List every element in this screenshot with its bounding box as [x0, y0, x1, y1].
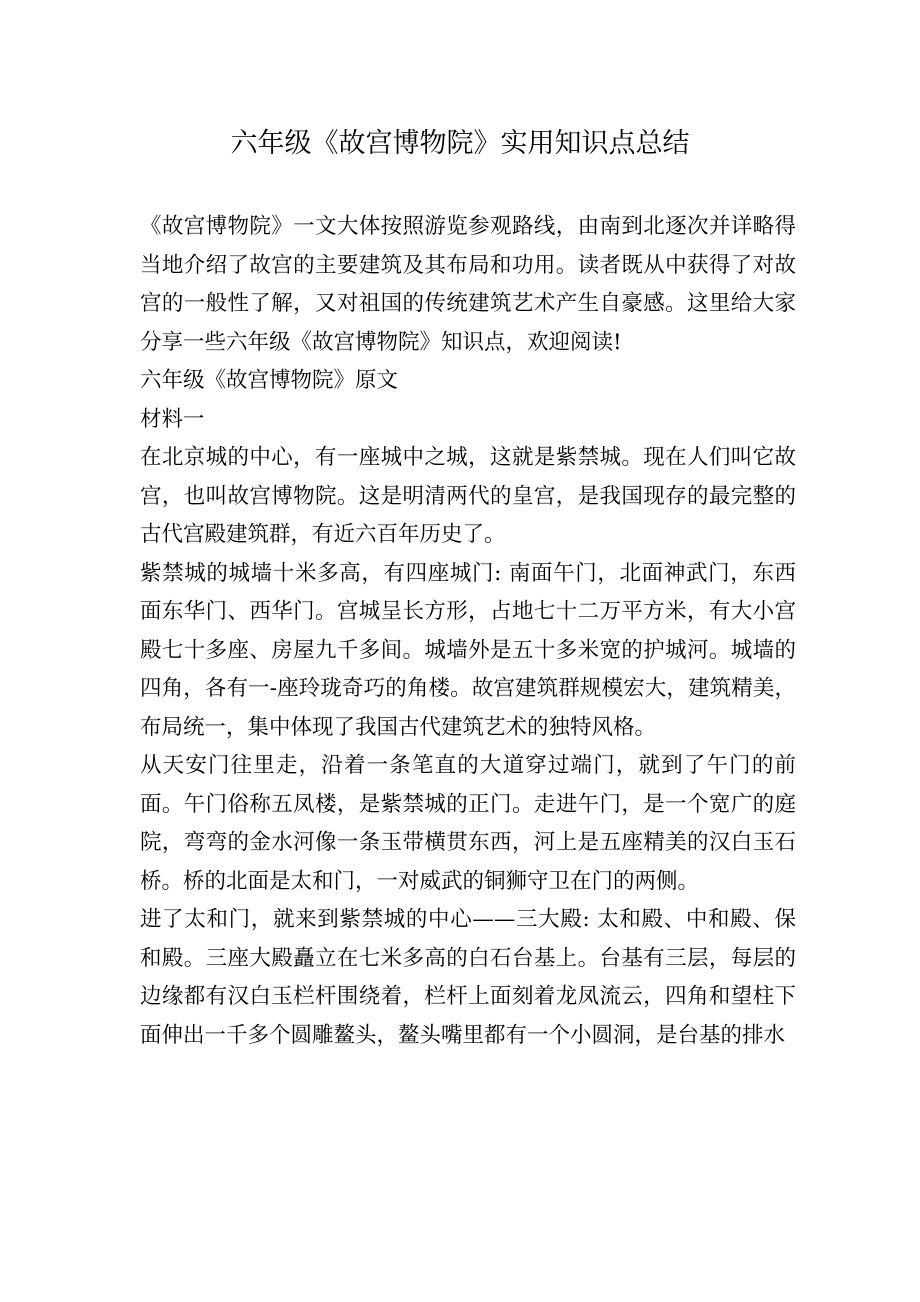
paragraph-forbidden-city-intro: 在北京城的中心，有一座城中之城，这就是紫禁城。现在人们叫它故宫，也叫故宫博物院。这是明清两代的皇宫，是我国现存的最完整的古代宫殿建筑群，有近六百年历史了。 — [140, 445, 796, 547]
document-body — [140, 208, 796, 1055]
paragraph-meridian-gate: 从天安门往里走，沿着一条笔直的大道穿过端门，就到了午门的前面。午门俗称五凤楼，是紫禁城的正门。走进午门，是一个宽广的庭院，弯弯的金水河像一条玉带横贯东西，河上是五座精美的汉白玉石桥。桥的北面是太和门，一对威武的铜狮守卫在门的两侧。 — [140, 753, 796, 894]
document-title: 六年级《故宫博物院》实用知识点总结 — [230, 128, 690, 159]
intro-paragraph: 《故宫博物院》一文大体按照游览参观路线，由南到北逐次并详略得当地介绍了故宫的主要建筑及其布局和功用。读者既从中获得了对故宫的一般性了解，又对祖国的传统建筑艺术产生自豪感。这里给大家分享一些六年级《故宫博物院》知识点，欢迎阅读! — [140, 214, 796, 355]
section-heading-material-one: 材料一 — [140, 406, 205, 432]
paragraph-city-walls: 紫禁城的城墙十米多高，有四座城门: 南面午门，北面神武门，东西面东华门、西华门。宫城呈长方形，占地七十二万平方米，有大小宫殿七十多座、房屋九千多间。城墙外是五十多米宽的护城河。城墙的四角，各有一-座玲珑奇巧的角楼。故宫建筑群规模宏大，建筑精美，布局统一，集中体现了我国古代建筑艺术的独特风格。 — [140, 560, 796, 740]
section-heading-original-text: 六年级《故宫博物院》原文 — [140, 368, 399, 393]
paragraph-three-halls: 进了太和门，就来到紫禁城的中心——三大殿: 太和殿、中和殿、保和殿。三座大殿矗立在七米多高的白石台基上。台基有三层，每层的边缘都有汉白玉栏杆围绕着，栏杆上面刻着龙凤流云，四角和望柱下面伸出一千多个圆雕鳌头，鳌头嘴里都有一个小圆洞，是台基的排水 — [140, 907, 796, 1048]
